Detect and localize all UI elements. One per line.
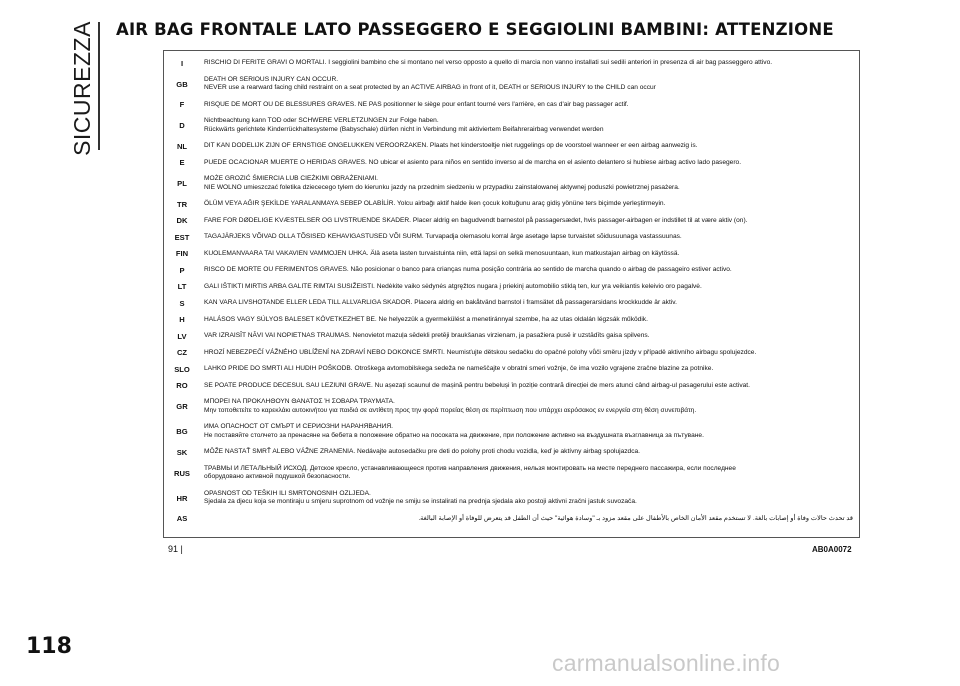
language-code: GR <box>176 402 188 411</box>
warning-text <box>200 312 859 329</box>
warning-text <box>200 213 859 230</box>
language-code: NL <box>176 141 188 151</box>
warning-text-line: NEVER use a rearward facing child restraint on a seat protected by an ACTIVE AIRBAG in front of it, DEATH or SERIOUS INJURY to the CHILD can occur <box>204 84 656 91</box>
language-code: TR <box>176 199 188 209</box>
warning-row <box>164 511 859 528</box>
warning-text <box>200 97 859 114</box>
language-code: RUS <box>173 468 191 478</box>
warning-text-line: PUEDE OCACIONAR MUERTE O HERIDAS GRAVES. NO ubicar el asiento para niños en sentido inverso al de marcha en el asiento delantero si hubiese airbag activo lado pasegero. <box>204 158 742 166</box>
warning-text <box>200 486 859 511</box>
language-code: SLO <box>174 364 190 374</box>
language-code: GB <box>176 79 188 89</box>
warning-row <box>164 394 859 419</box>
warning-text-line: KUOLEMANVAARA TAI VAKAVIEN VAMMOJEN UHKA. Älä aseta lasten turvaistuinta niin, että lapsi on selkä menosuuntaan, kun matkustajan airbag on käytössä. <box>204 249 680 257</box>
warning-row <box>164 113 859 138</box>
section-side-tab-label: SICUREZZA <box>68 20 95 156</box>
figure-code: AB0A0072 <box>812 545 852 554</box>
warning-row <box>164 171 859 196</box>
language-code: EST <box>174 232 190 242</box>
warning-text-line: LAHKO PRIDE DO SMRTI ALI HUDIH POŠKODB. Otroškega avtomobilskega sedeža ne nameščajte v obratni smeri vožnje, če ima vozilo vgrajene zračne blazine za potnike. <box>204 365 714 373</box>
language-code: S <box>179 298 185 308</box>
warning-row <box>164 345 859 362</box>
warning-text-line: SE POATE PRODUCE DECESUL SAU LEZIUNI GRAVE. Nu așezați scaunul de mașină pentru bebeluși în poziție contrară direcției de mers atunci când airbag-ul pasagerului este activat. <box>204 381 750 389</box>
warning-text-line: DEATH OR SERIOUS INJURY CAN OCCUR. <box>204 75 339 83</box>
warning-text-line: قد تحدث حالات وفاة أو إصابات بالغة. لا تستخدم مقعد الأمان الخاص بالأطفال على مقعد مزود بـ "وسادة هوائية" حيث أن الطفل قد يتعرض للوفاة أو الإصابة البالغة. <box>418 514 853 522</box>
language-code: CZ <box>176 348 188 358</box>
warning-text-line: оборудовано активной подушкой безопасности. <box>204 473 351 480</box>
warning-text <box>200 229 859 246</box>
warning-text-line: NIE WOLNO umieszczać foletika dziececego tylem do kierunku jazdy na przednim siedzeniu w przypadku zainstalowanej aktywnej poduszki powietrznej pasażera. <box>204 183 680 191</box>
warning-row <box>164 461 859 486</box>
warning-row <box>164 72 859 97</box>
side-tab-divider <box>98 22 100 150</box>
warning-row <box>164 486 859 511</box>
warning-text-line: VAR IZRAISĪT NĀVI VAI NOPIETNAS TRAUMAS. Nenovietot mazuļa sēdekli pretēji braukšanas virzienam, ja pasažiera pusē ir uzstādīts gaisa spilvens. <box>204 332 650 340</box>
warning-text <box>200 196 859 213</box>
warning-text <box>200 444 859 461</box>
language-code: BG <box>176 427 188 436</box>
language-code: LT <box>177 282 187 292</box>
warning-text-line: RISQUE DE MORT OU DE BLESSURES GRAVES. NE PAS positionner le siège pour enfant tourné vers l'arrière, en cas d'air bag passager actif. <box>204 100 629 108</box>
warning-text-line: RISCO DE MORTE OU FERIMENTOS GRAVES. Não posicionar o banco para crianças numa posição contrária ao sentido de marcha quando o airbag de passageiro estiver activo. <box>204 266 732 274</box>
warning-text-line: ÖLÜM VEYA AĞIR ŞEKİLDE YARALANMAYA SEBEP OLABİLİR. Yolcu airbağı aktif halde iken çocuk koltuğunu araç gidiş yönüne ters biçimde yerleştirmeyin. <box>204 200 666 208</box>
warning-row <box>164 328 859 345</box>
warning-text <box>200 171 859 196</box>
language-code: AS <box>176 514 188 524</box>
warning-row <box>164 97 859 114</box>
warning-row <box>164 295 859 312</box>
language-code: D <box>179 121 185 130</box>
warning-text-line: OPASNOST OD TEŠKIH ILI SMRTONOSNIH OZLJEDA. <box>204 489 371 497</box>
warning-row <box>164 55 859 72</box>
warning-text <box>200 138 859 155</box>
page-title: AIR BAG FRONTALE LATO PASSEGGERO E SEGGIOLINI BAMBINI: ATTENZIONE <box>116 20 834 39</box>
warning-text-line: KAN VARA LIVSHOTANDE ELLER LEDA TILL ALLVARLIGA SKADOR. Placera aldrig en bakåtvänd barnstol i framsätet då passagerarsidans krockkudde är aktiv. <box>204 299 677 307</box>
warning-text <box>200 295 859 312</box>
warning-text <box>200 345 859 362</box>
section-side-tab <box>62 20 102 156</box>
warning-text <box>200 461 859 486</box>
warning-text-line: GALI IŠTIKTI MIRTIS ARBA GALITE RIMTAI SUSIŽEISTI. Nedėkite vaiko sėdynės atgręžtos nugara į priekinį automobilio stiklą ten, kur yra veikiantis keleivio oro pagalvė. <box>204 282 702 290</box>
language-code: HR <box>176 493 188 503</box>
warning-row <box>164 444 859 461</box>
warning-text-line: HALÁSOS VAGY SÚLYOS BALESET KÖVETKEZHET BE. Ne helyezzük a gyermekülést a menetiránnyal szembe, ha az utas oldalán légzsák működik. <box>204 315 648 323</box>
language-code: P <box>179 265 185 275</box>
warning-text-line: Nichtbeachtung kann TOD oder SCHWERE VERLETZUNGEN zur Folge haben. <box>204 117 439 125</box>
language-code: FIN <box>175 249 189 259</box>
warning-text-line: Sjedala za djecu koja se montiraju u smjeru suprotnom od vožnje ne smiju se instalirati na prednja sjedala ako postoji aktivni zračni jastuk suvozača. <box>204 498 637 505</box>
warning-text <box>200 328 859 345</box>
warning-row <box>164 229 859 246</box>
warning-text-line: TAGAJÄRJEKS VÕIVAD OLLA TÕSISED KEHAVIGASTUSED VÕI SURM. Turvapadja olemasolu korral ärge asetage lapse turvaistet sõidusuunaga vastassuunas. <box>204 233 682 241</box>
warning-text <box>200 113 859 138</box>
warning-text-line: ΜΠΟΡΕΙ ΝΑ ΠΡΟΚΛΗΘΟΥΝ ΘΑΝΑΤΟΣ Ή ΣΟΒΑΡΑ ΤΡΑΥΜΑΤΑ. <box>204 398 395 406</box>
warning-text-line: MÔŽE NASTAŤ SMRŤ ALEBO VÁŽNE ZRANENIA. Nedávajte autosedačku pre deti do polohy proti chodu vozidla, keď je aktívny airbag spolujazdca. <box>204 448 641 456</box>
warning-row <box>164 312 859 329</box>
warning-text-line: Rückwärts gerichtete Kinderrückhaltesysteme (Babyschale) dürfen nicht in Verbindung mit aktiviertem Beifahrerairbag verwendet werden <box>204 125 604 133</box>
warning-text <box>200 361 859 378</box>
warning-text-line: ИМА ОПАСНОСТ ОТ СМЪРТ И СЕРИОЗНИ НАРАНЯВАНИЯ. <box>204 423 394 431</box>
language-code: RO <box>176 381 188 391</box>
warning-text <box>200 511 859 528</box>
warning-text <box>200 419 859 444</box>
warning-text-line: ТРАВМЫ И ЛЕТАЛЬНЫЙ ИСХОД. Детское кресло, устанавливающееся против направления движения, нельзя монтировать на месте переднего пассажира, если последнее <box>204 464 736 472</box>
warning-text <box>200 155 859 172</box>
language-code: SK <box>176 447 188 457</box>
warning-text-line: FARE FOR DØDELIGE KVÆSTELSER OG LIVSTRUENDE SKADER. Placer aldrig en bagudvendt barnestol på passagersædet, hvis passager-airbagen er indstillet til at være aktiv (on). <box>204 216 748 224</box>
warning-row <box>164 378 859 395</box>
warning-text <box>200 246 859 263</box>
warning-row <box>164 155 859 172</box>
warning-row <box>164 361 859 378</box>
warning-row <box>164 246 859 263</box>
warning-text <box>200 394 859 419</box>
warning-row <box>164 138 859 155</box>
language-code: E <box>179 158 185 168</box>
watermark: carmanualsonline.info <box>552 650 780 676</box>
language-code: F <box>179 100 185 110</box>
warning-text-line: Μην τοποθετείτε το καρεκλάκι αυτοκινήτου για παιδιά σε αντίθετη προς την φορά πορείας θέση σε περίπτωση που υπάρχει αερόσακος εν ενεργεία στη θέση συνεπιβάτη. <box>204 406 697 414</box>
warning-text-line: RISCHIO DI FERITE GRAVI O MORTALI. I seggiolini bambino che si montano nel verso opposto a quello di marcia non vanno installati sui sedili anteriori in presenza di air bag passeggero attivo. <box>204 59 773 67</box>
language-code: PL <box>177 179 187 188</box>
warning-row <box>164 419 859 444</box>
figure-number: 91 | <box>168 544 183 554</box>
warning-text <box>200 55 859 72</box>
warning-text-line: HROZÍ NEBEZPEČÍ VÁŽNÉHO UBLÍŽENÍ NA ZDRAVÍ NEBO DOKONCE SMRTI. Neumisťujte dětskou sedačku do opačné polohy vůči směru jízdy v případě aktivního airbagu spolujezdce. <box>204 348 757 356</box>
airbag-warning-label <box>163 50 860 538</box>
warning-text <box>200 378 859 395</box>
figure-number-value: 91 <box>168 544 179 554</box>
page-number: 118 <box>26 634 72 659</box>
warning-text <box>200 262 859 279</box>
language-code: I <box>180 58 184 68</box>
warning-row <box>164 213 859 230</box>
warning-row <box>164 196 859 213</box>
warning-text <box>200 72 859 97</box>
language-code: LV <box>177 331 187 341</box>
warning-row <box>164 279 859 296</box>
language-code: DK <box>176 216 188 226</box>
warning-text-line: MOŻE GROZIĆ ŚMIERCIA LUB CIEŻKIMI OBRAŻENIAMI. <box>204 175 379 183</box>
warning-text-line: DIT KAN DODELIJK ZIJN OF ERNSTIGE ONGELUKKEN VEROORZAKEN. Plaats het kinderstoeltje niet ruggelings op de voorstoel wanneer er een airbag aanwezig is. <box>204 142 698 150</box>
warning-row <box>164 262 859 279</box>
warning-text-line: Не поставяйте столчето за пренасяне на бебета в положение обратно на посоката на движение, при положение активно на въздушната възглавница за пътуване. <box>204 431 704 439</box>
language-code: H <box>179 315 185 325</box>
warning-text <box>200 279 859 296</box>
